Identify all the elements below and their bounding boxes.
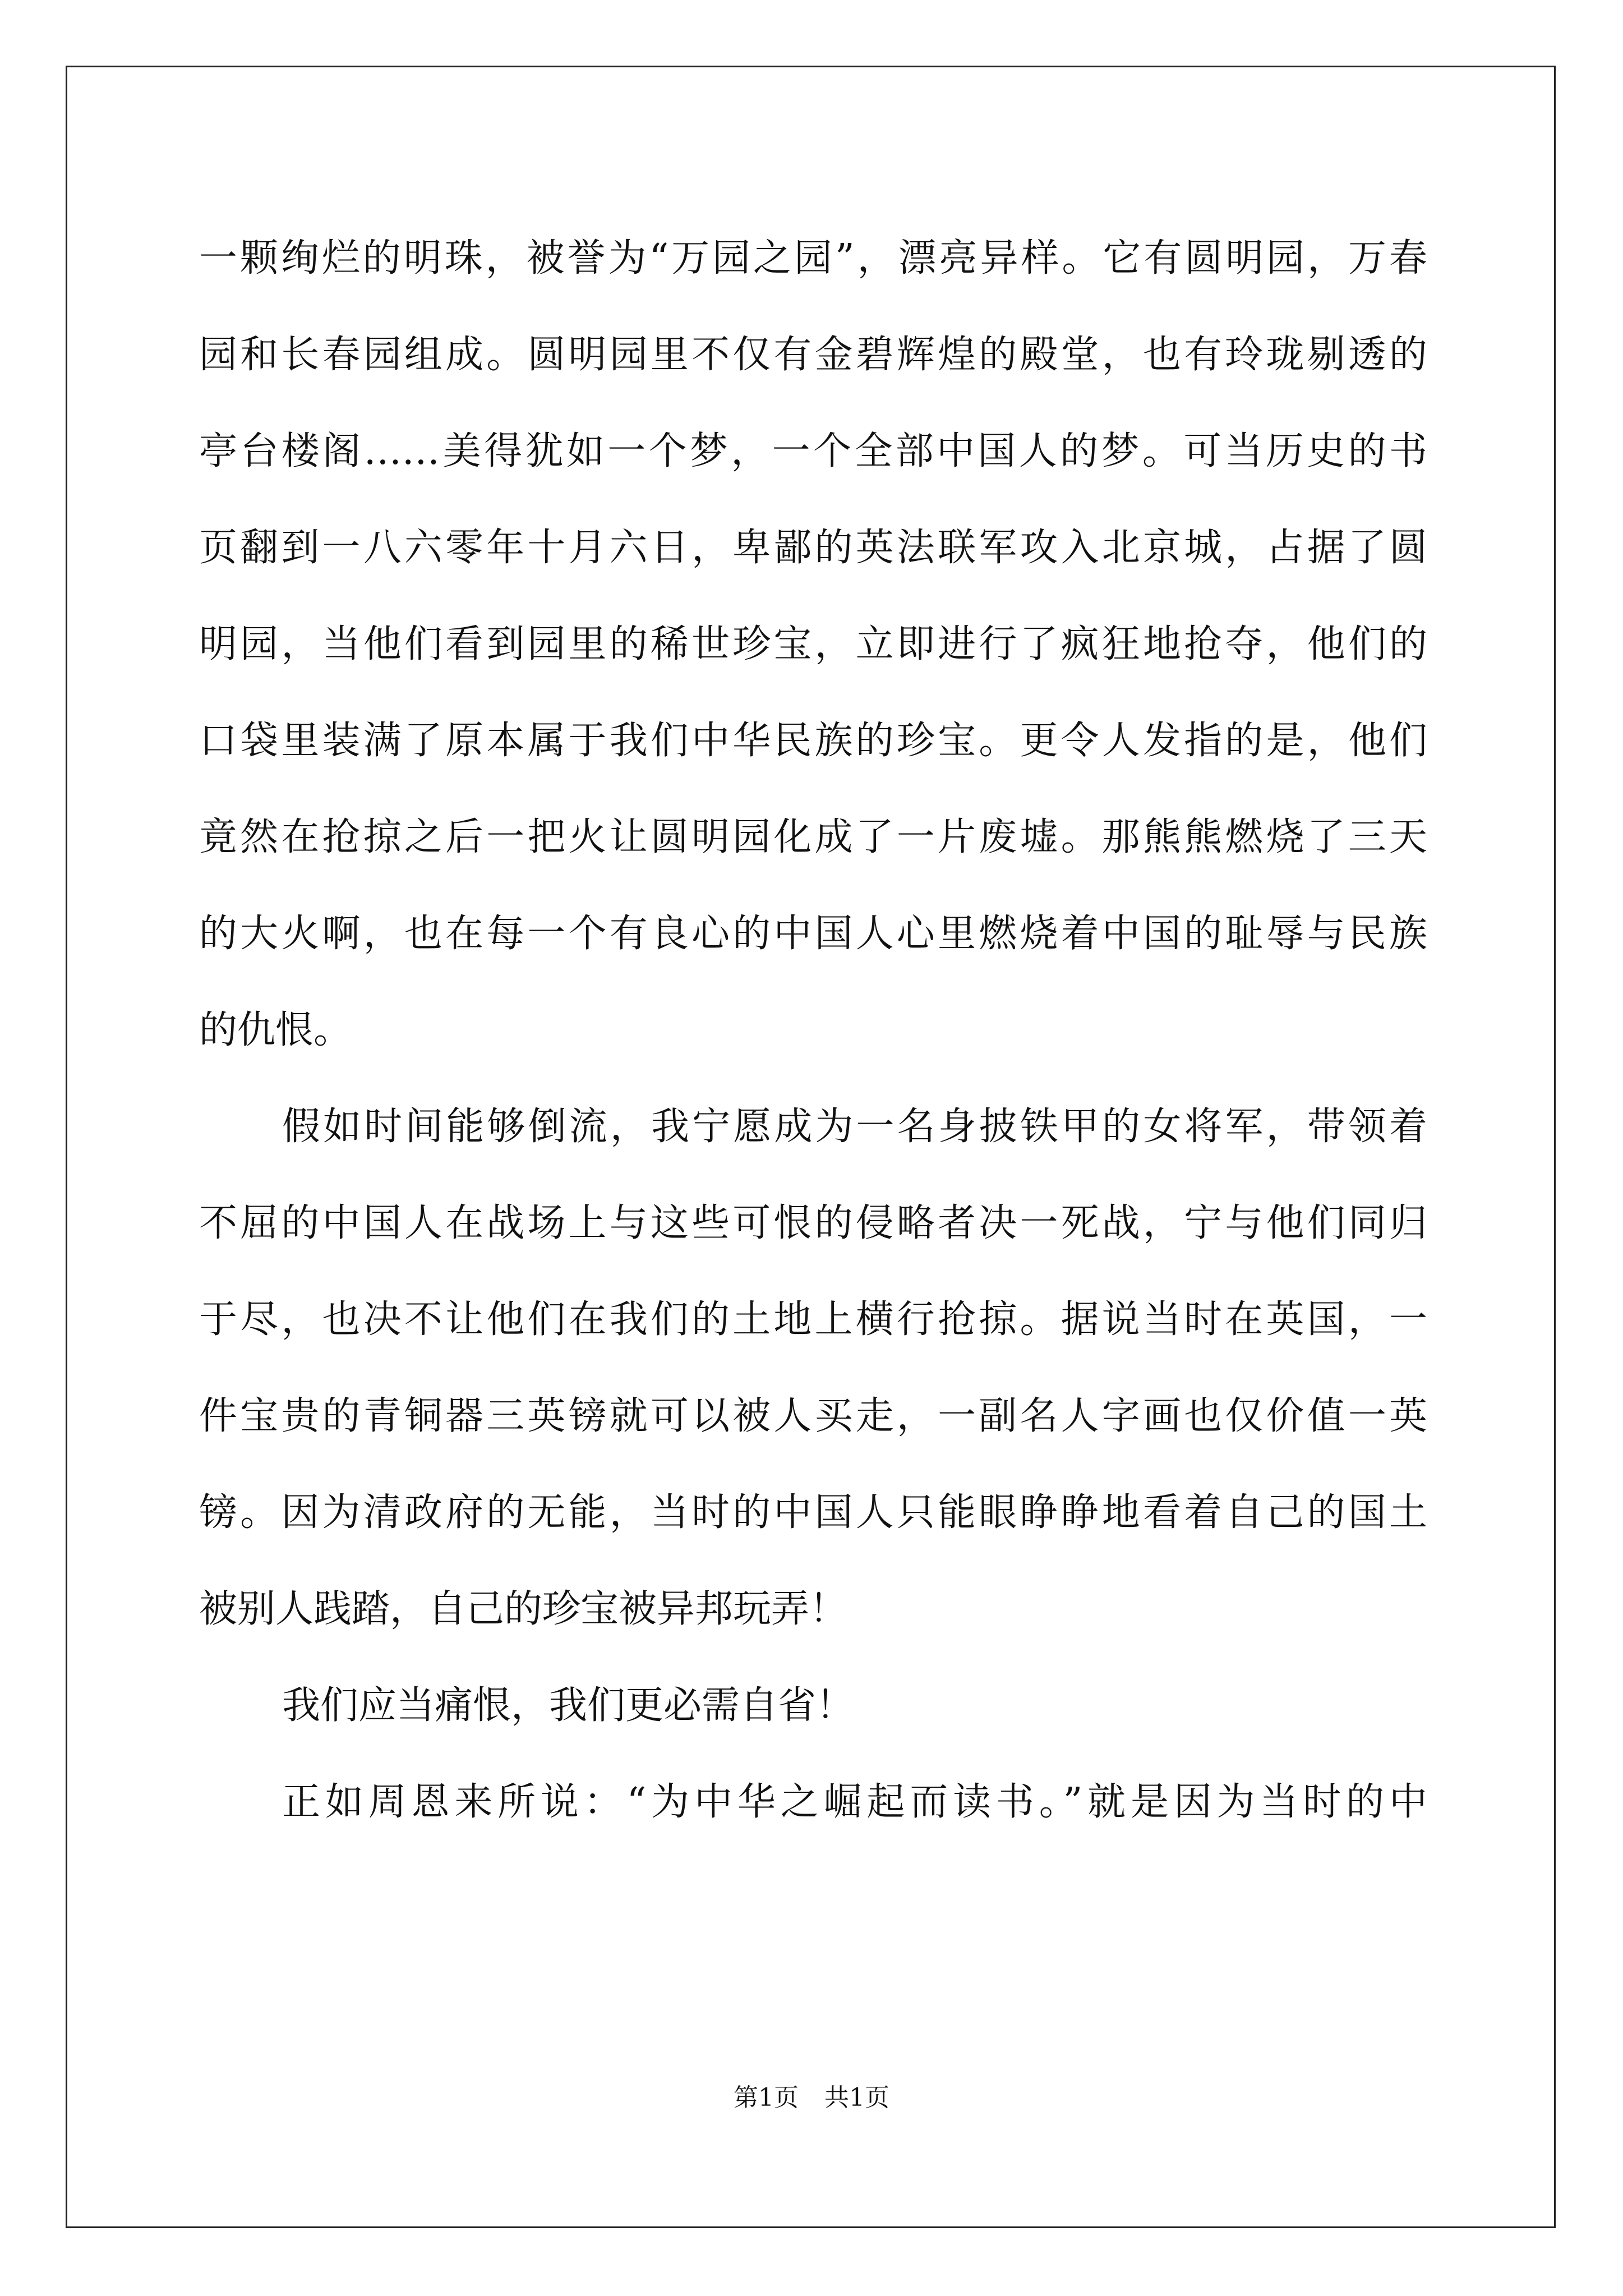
page-number: 第1页 bbox=[734, 2083, 799, 2112]
text-line: 于尽，也决不让他们在我们的土地上横行抢掠。据说当时在英国，一 bbox=[199, 1297, 1427, 1342]
text-line: 竟然在抢掠之后一把火让圆明园化成了一片废墟。那熊熊燃烧了三天 bbox=[199, 815, 1427, 859]
text-line: 明园，当他们看到园里的稀世珍宝，立即进行了疯狂地抢夺，他们的 bbox=[199, 622, 1427, 666]
text-line: 的仇恨。 bbox=[199, 1008, 352, 1052]
text-line: 亭台楼阁……美得犹如一个梦，一个全部中国人的梦。可当历史的书 bbox=[199, 429, 1427, 473]
page-total: 共1页 bbox=[824, 2083, 889, 2112]
text-line: 镑。因为清政府的无能，当时的中国人只能眼睁睁地看着自己的国土 bbox=[199, 1490, 1427, 1535]
document-body bbox=[199, 210, 1427, 1851]
paragraph-first-line: 正如周恩来所说：“为中华之崛起而读书。”就是因为当时的中 bbox=[282, 1780, 1427, 1824]
text-line: 的大火啊，也在每一个有良心的中国人心里燃烧着中国的耻辱与民族 bbox=[199, 912, 1427, 956]
paragraph-first-line: 我们应当痛恨，我们更必需自省！ bbox=[282, 1683, 855, 1728]
text-line: 口袋里装满了原本属于我们中华民族的珍宝。更令人发指的是，他们 bbox=[199, 719, 1427, 763]
text-line: 一颗绚烂的明珠，被誉为“万园之园”，漂亮异样。它有圆明园，万春 bbox=[199, 236, 1427, 280]
text-line: 园和长春园组成。圆明园里不仅有金碧辉煌的殿堂，也有玲珑剔透的 bbox=[199, 333, 1427, 377]
page-footer bbox=[0, 2081, 1623, 2115]
text-line: 不屈的中国人在战场上与这些可恨的侵略者决一死战，宁与他们同归 bbox=[199, 1201, 1427, 1245]
text-line: 被别人践踏，自己的珍宝被异邦玩弄！ bbox=[199, 1587, 848, 1631]
text-line: 件宝贵的青铜器三英镑就可以被人买走，一副名人字画也仅价值一英 bbox=[199, 1394, 1427, 1438]
text-line: 页翻到一八六零年十月六日，卑鄙的英法联军攻入北京城，占据了圆 bbox=[199, 526, 1427, 570]
paragraph-first-line: 假如时间能够倒流，我宁愿成为一名身披铁甲的女将军，带领着 bbox=[282, 1105, 1427, 1149]
